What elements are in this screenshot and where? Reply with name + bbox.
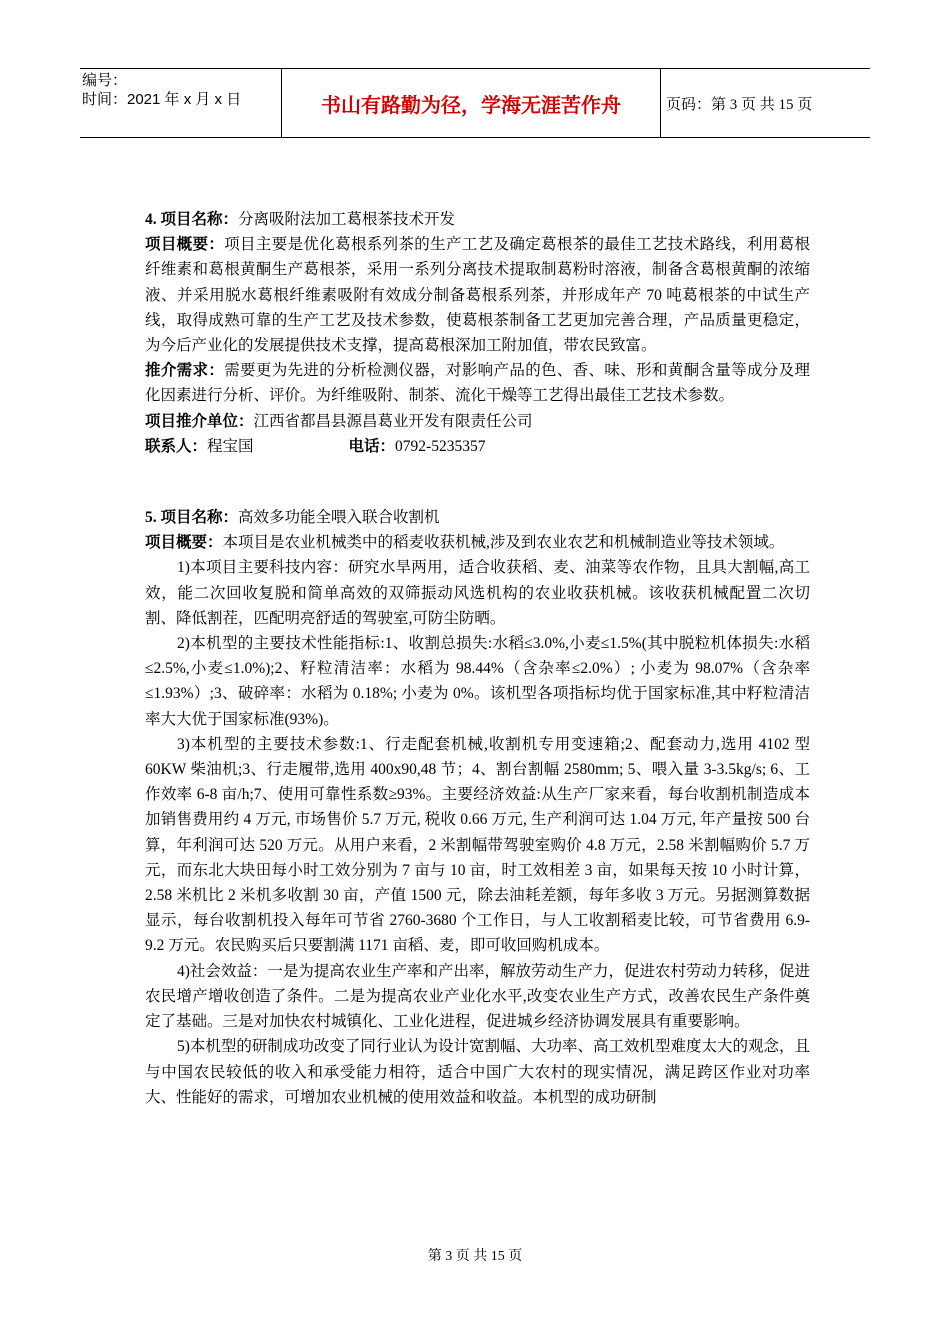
project5-overview-label: 项目概要：	[145, 534, 223, 552]
project4-title-text: 分离吸附法加工葛根茶技术开发	[238, 211, 456, 228]
project5-title-label: 5. 项目名称：	[145, 509, 239, 527]
document-body	[145, 207, 810, 1110]
page-info: 页码：第 3 页 共 15 页	[666, 96, 813, 113]
project4-title	[145, 207, 810, 232]
project4-contact	[145, 434, 810, 459]
section-gap	[145, 459, 810, 505]
project4-phone-label: 电话：	[348, 437, 396, 455]
project5-paragraph-4: 4)社会效益：一是为提高农业生产率和产出率，解放劳动生产力，促进农村劳动力转移，促进农民增产增收创造了条件。二是为提高农业产业化水平,改变农业生产方式，改善农民生产条件奠定了基础。三是对加快农村城镇化、工业化进程，促进城乡经济协调发展具有重要影响。	[145, 962, 810, 1031]
header-meta	[82, 71, 278, 135]
page-footer: 第 3 页 共 15 页	[427, 1249, 523, 1264]
project4-phone-text: 0792-5235357	[395, 437, 486, 455]
project4-contact-label: 联系人：	[145, 437, 208, 455]
project4-overview	[145, 232, 810, 358]
number-label: 编号：	[82, 72, 128, 89]
header-table	[80, 68, 870, 138]
project5-overview-text: 本项目是农业机械类中的稻麦收获机械,涉及到农业农艺和机械制造业等技术领域。	[222, 534, 785, 552]
project4-title-label: 4. 项目名称：	[145, 211, 239, 228]
project4-unit-label: 项目推介单位：	[145, 412, 254, 430]
project5-title	[145, 505, 810, 530]
project4-unit-text: 江西省都昌县源昌葛业开发有限责任公司	[253, 412, 533, 430]
project4-unit	[145, 409, 810, 434]
project5-paragraph-5: 5)本机型的研制成功改变了同行业认为设计宽割幅、大功率、高工效机型难度太大的观念，且与中国农民较低的收入和承受能力相符，适合中国广大农村的现实情况，满足跨区作业对功率大、性能好的需求，可增加农业机械的使用效益和收益。本机型的成功研制	[145, 1038, 810, 1106]
project4-overview-label: 项目概要：	[145, 236, 225, 254]
project5-paragraph-2: 2)本机型的主要技术性能指标:1、收割总损失:水稻≤3.0%,小麦≤1.5%(其中脱粒机体损失:水稻≤2.5%,小麦≤1.0%);2、籽粒清洁率：水稻为 98.44%（含杂率≤2.0%）; 小麦为 98.07%（含杂率≤1.93%）;3、破碎率：水稻为 0.18%; 小麦为 0%。该机型各项指标均优于国家标准,其中籽粒清洁率大大优于国家标准(93%)。	[145, 635, 810, 728]
project4-contact-text: 程宝国	[207, 437, 254, 455]
project5-overview	[145, 530, 810, 555]
project4-needs-text: 需要更为先进的分析检测仪器，对影响产品的色、香、味、形和黄酮含量等成分及理化因素进行分析、评价。为纤维吸附、制茶、流化干燥等工艺得出最佳工艺技术参数。	[145, 362, 810, 405]
project5-paragraph-1: 1)本项目主要科技内容：研究水旱两用，适合收获稻、麦、油菜等农作物，且具大割幅,高工效，能二次回收复脱和简单高效的双筛振动风选机构的农业收获机械。该收获机械配置二次切割、降低割茬，匹配明亮舒适的驾驶室,可防尘防晒。	[145, 559, 810, 627]
project5-paragraph-3: 3)本机型的主要技术参数:1、行走配套机械,收割机专用变速箱;2、配套动力,选用 4102 型 60KW 柴油机;3、行走履带,选用 400x90,48 节；4、割台割幅 2580mm; 5、喂入量 3-3.5kg/s; 6、工作效率 6-8 亩/h;7、使用可靠性系数≥93%。主要经济效益:从生产厂家来看，每台收割机制造成本加销售费用约 4 万元, 市场售价 5.7 万元, 税收 0.66 万元, 生产利润可达 1.04 万元, 年产量按 500 台算，年利润可达 520 万元。从用户来看，2 米割幅带驾驶室购价 4.8 万元，2.58 米割幅购价 5.7 万元，而东北大块田每小时工效分别为 7 亩与 10 亩，时工效相差 3 亩，如果每天按 10 小时计算，2.58 米机比 2 米机多收割 30 亩，产值 1500 元，除去油耗差额，每年多收 3 万元。另据测算数据显示，每台收割机投入每年可节省 2760-3680 个工作日，与人工收割稻麦比较，可节省费用 6.9-9.2 万元。农民购买后只要割满 1171 亩稻、麦，即可收回购机成本。	[145, 735, 810, 955]
project4-needs-label: 推介需求：	[145, 362, 225, 380]
project4-needs	[145, 358, 810, 408]
project4-overview-text: 项目主要是优化葛根系列茶的生产工艺及确定葛根茶的最佳工艺技术路线，利用葛根纤维素和葛根黄酮生产葛根茶，采用一系列分离技术提取制葛粉时溶液，制备含葛根黄酮的浓缩液、并采用脱水葛根纤维素吸附有效成分制备葛根系列茶，并形成年产 70 吨葛根茶的中试生产线，取得成熟可靠的生产工艺及技术参数，使葛根茶制备工艺更加完善合理，产品质量更稳定，为今后产业化的发展提供技术支撑，提高葛根深加工附加值，带农民致富。	[145, 236, 810, 355]
date-label: 时间：2021 年 x 月 x 日	[82, 91, 242, 108]
project5-title-text: 高效多功能全喂入联合收割机	[238, 509, 440, 527]
motto: 书山有路勤为径，学海无涯苦作舟	[281, 69, 661, 137]
